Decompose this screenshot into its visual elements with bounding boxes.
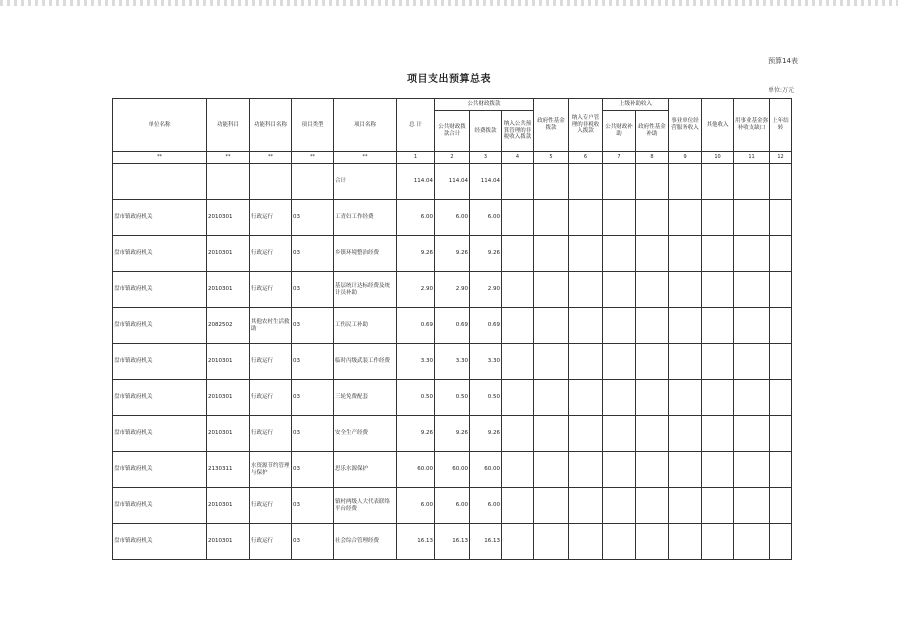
total-cell-empty: [250, 164, 292, 200]
row-empty-cell: [636, 272, 669, 308]
row-empty-cell: [734, 488, 770, 524]
table-row: [113, 236, 792, 272]
row-empty-cell: [636, 488, 669, 524]
row-empty-cell: [702, 524, 734, 560]
row-func-code: 2130311: [207, 452, 250, 488]
row-empty-cell: [603, 272, 636, 308]
index-cell: 4: [502, 152, 534, 164]
row-empty-cell: [770, 380, 792, 416]
index-cell: 9: [669, 152, 702, 164]
row-empty-cell: [569, 416, 603, 452]
row-expense: 0.69: [470, 308, 502, 344]
row-empty-cell: [534, 524, 569, 560]
total-label: 合计: [334, 164, 397, 200]
row-unit: 盘市镇政府机关: [113, 380, 207, 416]
row-empty-cell: [734, 416, 770, 452]
row-expense: 60.00: [470, 452, 502, 488]
total-cell-empty: [702, 164, 734, 200]
header-special-account: 纳入专户管理的非税收入拨款: [569, 99, 603, 152]
row-unit: 盘市镇政府机关: [113, 452, 207, 488]
total-row: [113, 164, 792, 200]
total-cell-empty: [113, 164, 207, 200]
row-total: 2.90: [397, 272, 435, 308]
row-expense: 0.50: [470, 380, 502, 416]
row-proj-name: 基层统计达标经费及统计员补助: [334, 272, 397, 308]
row-empty-cell: [502, 524, 534, 560]
row-empty-cell: [569, 524, 603, 560]
row-empty-cell: [502, 452, 534, 488]
total-cell-empty: [534, 164, 569, 200]
index-cell: **: [207, 152, 250, 164]
row-empty-cell: [603, 308, 636, 344]
row-empty-cell: [534, 452, 569, 488]
row-empty-cell: [603, 344, 636, 380]
row-empty-cell: [636, 236, 669, 272]
index-cell: 3: [470, 152, 502, 164]
row-expense: 16.13: [470, 524, 502, 560]
index-cell: 5: [534, 152, 569, 164]
table-row: [113, 200, 792, 236]
row-empty-cell: [702, 200, 734, 236]
row-empty-cell: [569, 272, 603, 308]
row-unit: 盘市镇政府机关: [113, 488, 207, 524]
header-public-group: 公共财政拨款: [435, 99, 534, 111]
header-subsidiary-income: 用事业基金弥补收支缺口: [734, 99, 770, 152]
total-cell-empty: [636, 164, 669, 200]
row-empty-cell: [770, 344, 792, 380]
header-public-managed: 纳入公共预算管理的非税收入拨款: [502, 111, 534, 152]
index-cell: 12: [770, 152, 792, 164]
row-empty-cell: [702, 416, 734, 452]
row-proj-type: 03: [292, 488, 334, 524]
row-expense: 9.26: [470, 236, 502, 272]
row-empty-cell: [702, 380, 734, 416]
row-empty-cell: [669, 236, 702, 272]
row-proj-type: 03: [292, 380, 334, 416]
row-empty-cell: [734, 452, 770, 488]
row-func-code: 2010301: [207, 416, 250, 452]
row-empty-cell: [734, 200, 770, 236]
row-total: 0.69: [397, 308, 435, 344]
row-empty-cell: [636, 344, 669, 380]
row-empty-cell: [734, 236, 770, 272]
total-expense: 114.04: [470, 164, 502, 200]
row-empty-cell: [770, 524, 792, 560]
row-empty-cell: [770, 452, 792, 488]
table-row: [113, 308, 792, 344]
row-empty-cell: [603, 236, 636, 272]
row-total: 6.00: [397, 200, 435, 236]
row-empty-cell: [636, 200, 669, 236]
header-total: 总 计: [397, 99, 435, 152]
row-expense: 2.90: [470, 272, 502, 308]
row-empty-cell: [603, 452, 636, 488]
row-unit: 盘市镇政府机关: [113, 416, 207, 452]
row-total: 6.00: [397, 488, 435, 524]
header-superior-fund: 政府性基金补助: [636, 111, 669, 152]
row-empty-cell: [770, 488, 792, 524]
row-func-code: 2010301: [207, 524, 250, 560]
page-title: 项目支出预算总表: [407, 74, 491, 85]
index-cell: 10: [702, 152, 734, 164]
row-func-code: 2010301: [207, 344, 250, 380]
row-empty-cell: [502, 344, 534, 380]
row-empty-cell: [734, 308, 770, 344]
row-empty-cell: [636, 524, 669, 560]
table-row: [113, 416, 792, 452]
row-empty-cell: [702, 236, 734, 272]
row-empty-cell: [702, 488, 734, 524]
scan-edge-artifact: [0, 0, 898, 6]
row-empty-cell: [669, 488, 702, 524]
row-func-code: 2010301: [207, 236, 250, 272]
row-empty-cell: [534, 416, 569, 452]
row-empty-cell: [569, 344, 603, 380]
row-func-code: 2010301: [207, 272, 250, 308]
row-total: 0.50: [397, 380, 435, 416]
row-public-sum: 0.50: [435, 380, 470, 416]
row-func-name: 水资源节约管理与保护: [250, 452, 292, 488]
row-empty-cell: [502, 200, 534, 236]
row-empty-cell: [569, 488, 603, 524]
row-empty-cell: [534, 272, 569, 308]
row-unit: 盘市镇政府机关: [113, 524, 207, 560]
row-empty-cell: [603, 380, 636, 416]
header-func-name: 功能科目名称: [250, 99, 292, 152]
row-unit: 盘市镇政府机关: [113, 308, 207, 344]
row-empty-cell: [669, 308, 702, 344]
table-row: [113, 452, 792, 488]
header-superior-group: 上级补助收入: [603, 99, 669, 111]
table-row: [113, 380, 792, 416]
row-empty-cell: [770, 416, 792, 452]
row-empty-cell: [534, 200, 569, 236]
row-func-code: 2010301: [207, 380, 250, 416]
row-unit: 盘市镇政府机关: [113, 236, 207, 272]
row-func-code: 2082502: [207, 308, 250, 344]
row-func-name: 行政运行: [250, 488, 292, 524]
unit-label: 单位:万元: [767, 87, 794, 94]
row-empty-cell: [636, 380, 669, 416]
total-cell-empty: [669, 164, 702, 200]
row-proj-name: 安全生产经费: [334, 416, 397, 452]
header-unit-name: 单位名称: [113, 99, 207, 152]
row-public-sum: 16.13: [435, 524, 470, 560]
row-empty-cell: [669, 416, 702, 452]
index-cell: 1: [397, 152, 435, 164]
row-empty-cell: [770, 200, 792, 236]
row-empty-cell: [702, 344, 734, 380]
row-empty-cell: [569, 200, 603, 236]
index-cell: 7: [603, 152, 636, 164]
total-cell-empty: [770, 164, 792, 200]
row-proj-name: 工伤民工补助: [334, 308, 397, 344]
row-empty-cell: [702, 272, 734, 308]
index-cell: 8: [636, 152, 669, 164]
row-empty-cell: [734, 524, 770, 560]
header-gov-fund: 政府性基金拨款: [534, 99, 569, 152]
row-public-sum: 9.26: [435, 236, 470, 272]
header-func-code: 功能科目: [207, 99, 250, 152]
row-func-code: 2010301: [207, 200, 250, 236]
index-cell: 11: [734, 152, 770, 164]
row-empty-cell: [502, 488, 534, 524]
row-public-sum: 60.00: [435, 452, 470, 488]
row-empty-cell: [603, 488, 636, 524]
total-cell-empty: [292, 164, 334, 200]
row-public-sum: 3.30: [435, 344, 470, 380]
index-cell: **: [292, 152, 334, 164]
total-cell-empty: [569, 164, 603, 200]
row-expense: 6.00: [470, 200, 502, 236]
row-empty-cell: [702, 452, 734, 488]
row-proj-name: 乡镇环境整治经费: [334, 236, 397, 272]
header-business-income: 事业单位经营服务收入: [669, 99, 702, 152]
total-cell-empty: [502, 164, 534, 200]
row-unit: 盘市镇政府机关: [113, 344, 207, 380]
form-code: 预算14表: [768, 57, 798, 65]
row-func-name: 行政运行: [250, 200, 292, 236]
header-superior-public: 公共财政补助: [603, 111, 636, 152]
row-empty-cell: [569, 380, 603, 416]
header-expense: 经费拨款: [470, 111, 502, 152]
row-empty-cell: [603, 416, 636, 452]
row-empty-cell: [502, 308, 534, 344]
row-total: 3.30: [397, 344, 435, 380]
row-unit: 盘市镇政府机关: [113, 200, 207, 236]
row-unit: 盘市镇政府机关: [113, 272, 207, 308]
row-empty-cell: [534, 236, 569, 272]
row-proj-type: 03: [292, 416, 334, 452]
row-func-name: 行政运行: [250, 344, 292, 380]
row-proj-name: 三轮免费配套: [334, 380, 397, 416]
row-func-name: 行政运行: [250, 236, 292, 272]
row-empty-cell: [534, 308, 569, 344]
header-public-sum: 公共财政拨款合计: [435, 111, 470, 152]
table-row: [113, 272, 792, 308]
row-public-sum: 6.00: [435, 200, 470, 236]
row-proj-name: 镇村两级人大代表联络平台经费: [334, 488, 397, 524]
total-value: 114.04: [397, 164, 435, 200]
index-cell: **: [334, 152, 397, 164]
row-expense: 6.00: [470, 488, 502, 524]
total-cell-empty: [734, 164, 770, 200]
row-proj-type: 03: [292, 524, 334, 560]
row-empty-cell: [502, 236, 534, 272]
row-func-name: 行政运行: [250, 380, 292, 416]
row-empty-cell: [770, 308, 792, 344]
index-cell: 6: [569, 152, 603, 164]
row-proj-name: 工青妇工作经费: [334, 200, 397, 236]
row-proj-type: 03: [292, 452, 334, 488]
row-empty-cell: [770, 272, 792, 308]
row-public-sum: 9.26: [435, 416, 470, 452]
header-proj-name: 项目名称: [334, 99, 397, 152]
row-empty-cell: [603, 200, 636, 236]
row-proj-type: 03: [292, 200, 334, 236]
table-row: [113, 524, 792, 560]
row-empty-cell: [636, 308, 669, 344]
row-proj-type: 03: [292, 272, 334, 308]
row-expense: 3.30: [470, 344, 502, 380]
row-proj-type: 03: [292, 236, 334, 272]
table-row: [113, 344, 792, 380]
row-empty-cell: [534, 344, 569, 380]
row-empty-cell: [669, 380, 702, 416]
row-empty-cell: [636, 416, 669, 452]
row-public-sum: 0.69: [435, 308, 470, 344]
row-public-sum: 6.00: [435, 488, 470, 524]
row-proj-type: 03: [292, 308, 334, 344]
row-proj-name: 临时丙级武装工作经费: [334, 344, 397, 380]
total-cell-empty: [603, 164, 636, 200]
header-other-income: 其他收入: [702, 99, 734, 152]
row-empty-cell: [534, 380, 569, 416]
row-empty-cell: [702, 308, 734, 344]
row-empty-cell: [603, 524, 636, 560]
row-total: 9.26: [397, 416, 435, 452]
row-func-name: 行政运行: [250, 272, 292, 308]
header-prev-year: 上年结转: [770, 99, 792, 152]
index-cell: 2: [435, 152, 470, 164]
row-empty-cell: [502, 380, 534, 416]
row-func-name: 其他农村生活救助: [250, 308, 292, 344]
row-empty-cell: [502, 272, 534, 308]
row-empty-cell: [502, 416, 534, 452]
row-proj-type: 03: [292, 344, 334, 380]
row-empty-cell: [669, 344, 702, 380]
row-total: 60.00: [397, 452, 435, 488]
row-empty-cell: [669, 452, 702, 488]
row-public-sum: 2.90: [435, 272, 470, 308]
row-func-code: 2010301: [207, 488, 250, 524]
row-total: 9.26: [397, 236, 435, 272]
row-empty-cell: [770, 236, 792, 272]
row-empty-cell: [734, 380, 770, 416]
row-empty-cell: [569, 236, 603, 272]
row-empty-cell: [569, 452, 603, 488]
header-proj-type: 项目类型: [292, 99, 334, 152]
row-proj-name: 思乐水源保护: [334, 452, 397, 488]
row-empty-cell: [534, 488, 569, 524]
row-empty-cell: [669, 272, 702, 308]
index-row: [113, 152, 792, 164]
row-func-name: 行政运行: [250, 524, 292, 560]
index-cell: **: [113, 152, 207, 164]
row-expense: 9.26: [470, 416, 502, 452]
row-proj-name: 社会综合管理经费: [334, 524, 397, 560]
row-empty-cell: [669, 200, 702, 236]
row-empty-cell: [569, 308, 603, 344]
row-empty-cell: [636, 452, 669, 488]
row-empty-cell: [734, 272, 770, 308]
budget-table: [112, 98, 792, 560]
row-func-name: 行政运行: [250, 416, 292, 452]
row-empty-cell: [669, 524, 702, 560]
row-empty-cell: [734, 344, 770, 380]
index-cell: **: [250, 152, 292, 164]
table-row: [113, 488, 792, 524]
total-cell-empty: [207, 164, 250, 200]
total-public-sum: 114.04: [435, 164, 470, 200]
row-total: 16.13: [397, 524, 435, 560]
